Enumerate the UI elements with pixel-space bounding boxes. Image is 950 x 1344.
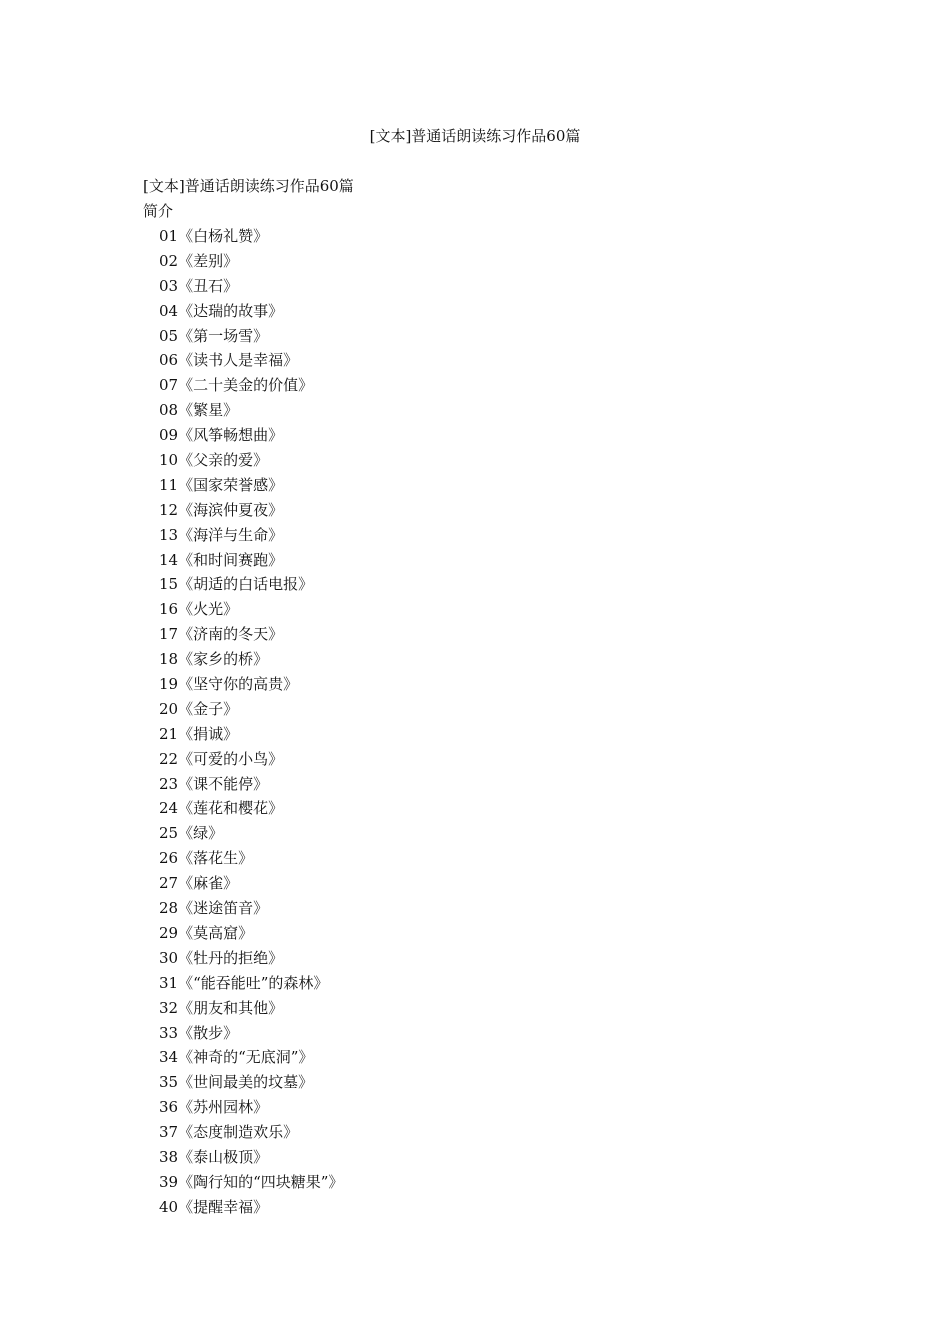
toc-item: 02《差别》: [159, 251, 239, 270]
toc-item: 29《莫高窟》: [159, 923, 254, 942]
toc-item: 32《朋友和其他》: [159, 998, 284, 1017]
toc-item: 20《金子》: [159, 699, 239, 718]
toc-item: 05《第一场雪》: [159, 326, 269, 345]
document-title: [文本]普通话朗读练习作品60篇: [143, 177, 354, 195]
toc-item: 13《海洋与生命》: [159, 525, 284, 544]
toc-item: 26《落花生》: [159, 849, 254, 868]
toc-item: 31《“能吞能吐”的森林》: [159, 973, 329, 992]
toc-item: 09《风筝畅想曲》: [159, 426, 284, 445]
toc-item: 36《苏州园林》: [159, 1098, 269, 1117]
toc-item: 25《绿》: [159, 824, 224, 843]
toc-item: 08《繁星》: [159, 401, 239, 420]
toc-item: 14《和时间赛跑》: [159, 550, 284, 569]
toc-item: 19《坚守你的高贵》: [159, 675, 299, 694]
toc-item: 39《陶行知的“四块糖果”》: [159, 1172, 344, 1191]
toc-item: 04《达瑞的故事》: [159, 301, 284, 320]
toc-item: 27《麻雀》: [159, 874, 239, 893]
toc-item: 18《家乡的桥》: [159, 650, 269, 669]
toc-item: 30《牡丹的拒绝》: [159, 948, 284, 967]
page-header-title: [文本]普通话朗读练习作品60篇: [369, 127, 581, 145]
toc-item: 10《父亲的爱》: [159, 451, 269, 470]
table-of-contents: [143, 224, 843, 1220]
toc-item: 33《散步》: [159, 1023, 239, 1042]
toc-item: 40《提醒幸福》: [159, 1197, 269, 1216]
toc-item: 16《火光》: [159, 600, 239, 619]
toc-item: 11《国家荣誉感》: [159, 475, 284, 494]
toc-item: 15《胡适的白话电报》: [159, 575, 314, 594]
toc-item: 01《白杨礼赞》: [159, 227, 269, 245]
toc-item: 38《泰山极顶》: [159, 1147, 269, 1166]
toc-item: 34《神奇的“无底洞”》: [159, 1048, 314, 1067]
toc-item: 07《二十美金的价值》: [159, 376, 314, 395]
toc-item: 22《可爱的小鸟》: [159, 749, 284, 768]
toc-item: 03《丑石》: [159, 276, 239, 295]
intro-label: 简介: [143, 202, 174, 220]
toc-item: 12《海滨仲夏夜》: [159, 500, 284, 519]
toc-item: 35《世间最美的坟墓》: [159, 1073, 314, 1092]
toc-item: 28《迷途笛音》: [159, 899, 269, 918]
toc-item: 17《济南的冬天》: [159, 625, 284, 644]
toc-item: 23《课不能停》: [159, 774, 269, 793]
document-body: [143, 174, 843, 1220]
toc-item: 24《莲花和樱花》: [159, 799, 284, 818]
toc-item: 06《读书人是幸福》: [159, 351, 299, 370]
toc-item: 21《捐诚》: [159, 724, 239, 743]
toc-item: 37《态度制造欢乐》: [159, 1123, 299, 1142]
